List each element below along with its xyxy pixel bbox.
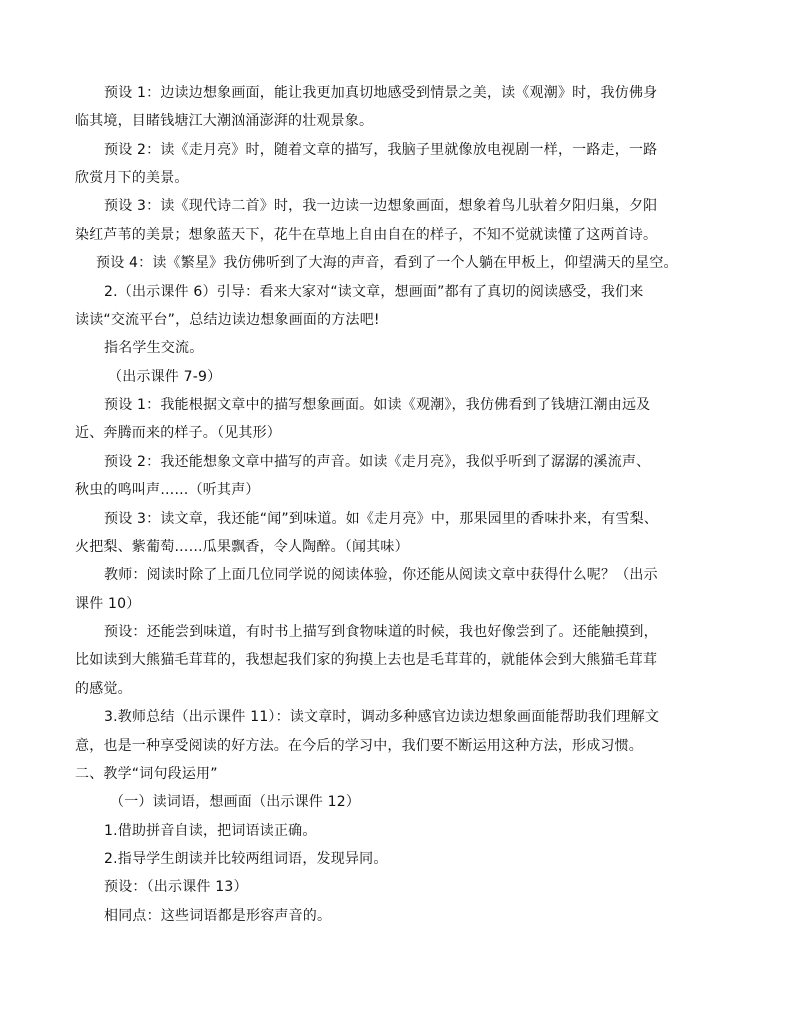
paragraph-line: 火把梨、紫葡萄……瓜果飘香，令人陶醉。（闻其味） (75, 539, 409, 555)
section-heading: 二、教学“词句段运用” (75, 766, 218, 782)
paragraph-line: 染红芦苇的美景；想象蓝天下，花牛在草地上自由自在的样子，不知不觉就读懂了这两首诗。 (75, 227, 658, 243)
paragraph-line: 比如读到大熊猫毛茸茸的，我想起我们家的狗摸上去也是毛茸茸的，就能体会到大熊猫毛茸茸 (75, 652, 658, 668)
paragraph-line: 意，也是一种享受阅读的好方法。在今后的学习中，我们要不断运用这种方法，形成习惯。 (75, 738, 643, 754)
paragraph-line: （一）读词语，想画面（出示课件 12） (110, 794, 361, 810)
paragraph-line: 预设 4：读《繁星》我仿佛听到了大海的声音，看到了一个人躺在甲板上，仰望满天的星空。 (96, 255, 678, 271)
paragraph-line: 指名学生交流。 (104, 340, 204, 356)
paragraph-line: 预设 1：边读边想象画面，能让我更加真切地感受到情景之美，读《观潮》时，我仿佛身 (104, 85, 658, 101)
paragraph-line: 欣赏月下的美景。 (75, 170, 189, 186)
paragraph-line: 预设 3：读《现代诗二首》时，我一边读一边想象画面，想象着鸟儿驮着夕阳归巢，夕阳 (104, 198, 658, 214)
paragraph-line: 相同点：这些词语都是形容声音的。 (104, 908, 332, 924)
paragraph-line: 近、奔腾而来的样子。（见其形） (75, 425, 281, 441)
paragraph-line: 2.（出示课件 6）引导：看来大家对“读文章，想画面”都有了真切的阅读感受，我们来 (104, 284, 644, 300)
paragraph-line: 预设：还能尝到味道，有时书上描写到食物味道的时候，我也好像尝到了。还能触摸到， (104, 624, 658, 640)
paragraph-line: 秋虫的鸣叫声……（听其声） (75, 482, 260, 498)
paragraph-line: 教师：阅读时除了上面几位同学说的阅读体验，你还能从阅读文章中获得什么呢？（出示 (104, 567, 658, 583)
paragraph-line: 预设 1：我能根据文章中的描写想象画面。如读《观潮》，我仿佛看到了钱塘江潮由远及 (104, 397, 651, 413)
paragraph-line: 的感觉。 (75, 681, 132, 697)
paragraph-line: 预设 2：读《走月亮》时，随着文章的描写，我脑子里就像放电视剧一样，一路走，一路 (104, 142, 658, 158)
paragraph-line: 2.指导学生朗读并比较两组词语，发现异同。 (104, 851, 388, 867)
paragraph-line: 预设 2：我还能想象文章中描写的声音。如读《走月亮》，我似乎听到了潺潺的溪流声、 (104, 454, 651, 470)
paragraph-line: （出示课件 7-9） (108, 369, 222, 385)
paragraph-line: 1.借助拼音自读，把词语读正确。 (104, 823, 317, 839)
paragraph-line: 3.教师总结（出示课件 11）：读文章时，调动多种感官边读边想象画面能帮助我们理解文 (104, 709, 660, 725)
paragraph-line: 读读“交流平台”，总结边读边想象画面的方法吧! (75, 312, 380, 328)
paragraph-line: 预设 3：读文章，我还能“闻”到味道。如《走月亮》中，那果园里的香味扑来，有雪梨、 (104, 511, 659, 527)
paragraph-line: 课件 10） (75, 596, 141, 612)
paragraph-line: 预设：（出示课件 13） (104, 879, 248, 895)
paragraph-line: 临其境，目睹钱塘江大潮汹涌澎湃的壮观景象。 (75, 113, 374, 129)
